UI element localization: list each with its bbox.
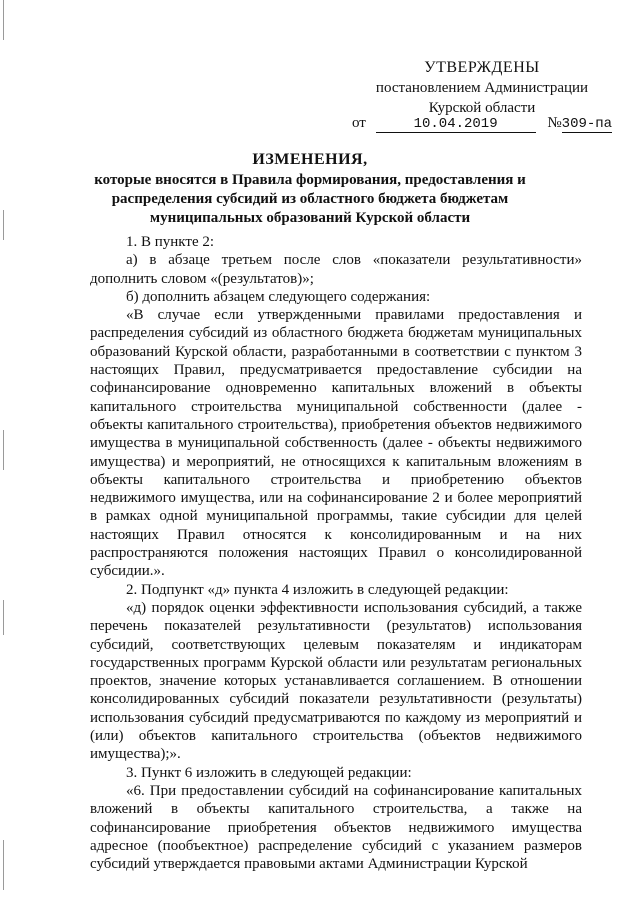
document-body bbox=[90, 233, 582, 873]
scan-edge-mark bbox=[3, 210, 4, 240]
paragraph-8: «6. При предоставлении субсидий на софинансирование капитальных вложений в объекты капитального строительства, а также на софинансирование приобретения объектов недвижимого имущества адресное (пообъектное) распределение субсидий с указанием размеров субсидий утверждается правовыми актами Администрации Курской bbox=[90, 782, 582, 873]
approval-date-number bbox=[352, 113, 612, 133]
approval-number: 309-па bbox=[561, 116, 613, 132]
paragraph-3: б) дополнить абзацем следующего содержания: bbox=[126, 288, 431, 305]
paragraph-2: а) в абзаце третьем после слов «показатели результативности» дополнить словом «(результатов)»; bbox=[90, 252, 582, 287]
paragraph-6: «д) порядок оценки эффективности использования субсидий, а также перечень показателей результативности (результатов) использования субсидий, соответствующих целевым показателям и индикаторам государственных программ Курской области или результатам региональных проектов, значение которых устанавливается соглашением. В отношении консолидированных субсидий показатели результативности (результаты) использования субсидий предусматриваются по каждому из мероприятий и (или) объектов капитального строительства (объектов недвижимого имущества);». bbox=[90, 599, 582, 763]
approval-title: УТВЕРЖДЕНЫ bbox=[424, 59, 540, 76]
paragraph-5: 2. Подпункт «д» пункта 4 изложить в следующей редакции: bbox=[126, 581, 509, 598]
approval-stamp bbox=[352, 58, 612, 118]
scan-edge-mark bbox=[3, 430, 4, 470]
paragraph-7: 3. Пункт 6 изложить в следующей редакции: bbox=[126, 764, 412, 781]
approval-date: 10.04.2019 bbox=[376, 116, 536, 133]
number-label: № bbox=[547, 115, 562, 131]
scan-edge-mark bbox=[3, 840, 4, 890]
from-label: от bbox=[352, 115, 366, 131]
heading-line-2: распределения субсидий из областного бюджета бюджетам bbox=[111, 191, 509, 207]
scan-edge-mark bbox=[3, 0, 4, 40]
approval-authority: постановлением Администрации bbox=[375, 80, 589, 96]
approval-region: Курской области bbox=[428, 100, 536, 116]
paragraph-4: «В случае если утвержденными правилами предоставления и распределения субсидий из областного бюджета бюджетам муниципальных образований Курской области, разработанными в соответствии с пунктом 3 настоящих Правил, предусматривается предоставление субсидии на софинансирование одновременно капитальных вложений в объекты капитального строительства муниципальной собственности (далее - объекты капитального строительства), приобретения объектов недвижимого имущества в муниципальной собственность (далее - объекты недвижимого имущества) и мероприятий, не относящихся к капитальным вложениям в объекты капитального строительства и приобретению объектов недвижимого имущества, или на софинансирование 2 и более мероприятий в рамках одной муниципальной программы, такие субсидии для целей настоящих Правил относятся к консолидированным и на них распространяются положения настоящих Правил о консолидированной субсидии.». bbox=[90, 307, 582, 580]
heading-line-3: муниципальных образований Курской области bbox=[149, 210, 471, 226]
heading-line-1: которые вносятся в Правила формирования, предоставления и bbox=[94, 172, 526, 188]
paragraph-1: 1. В пункте 2: bbox=[126, 234, 215, 250]
heading-title: ИЗМЕНЕНИЯ, bbox=[252, 151, 368, 168]
document-heading bbox=[90, 150, 530, 228]
scan-edge-mark bbox=[3, 600, 4, 635]
